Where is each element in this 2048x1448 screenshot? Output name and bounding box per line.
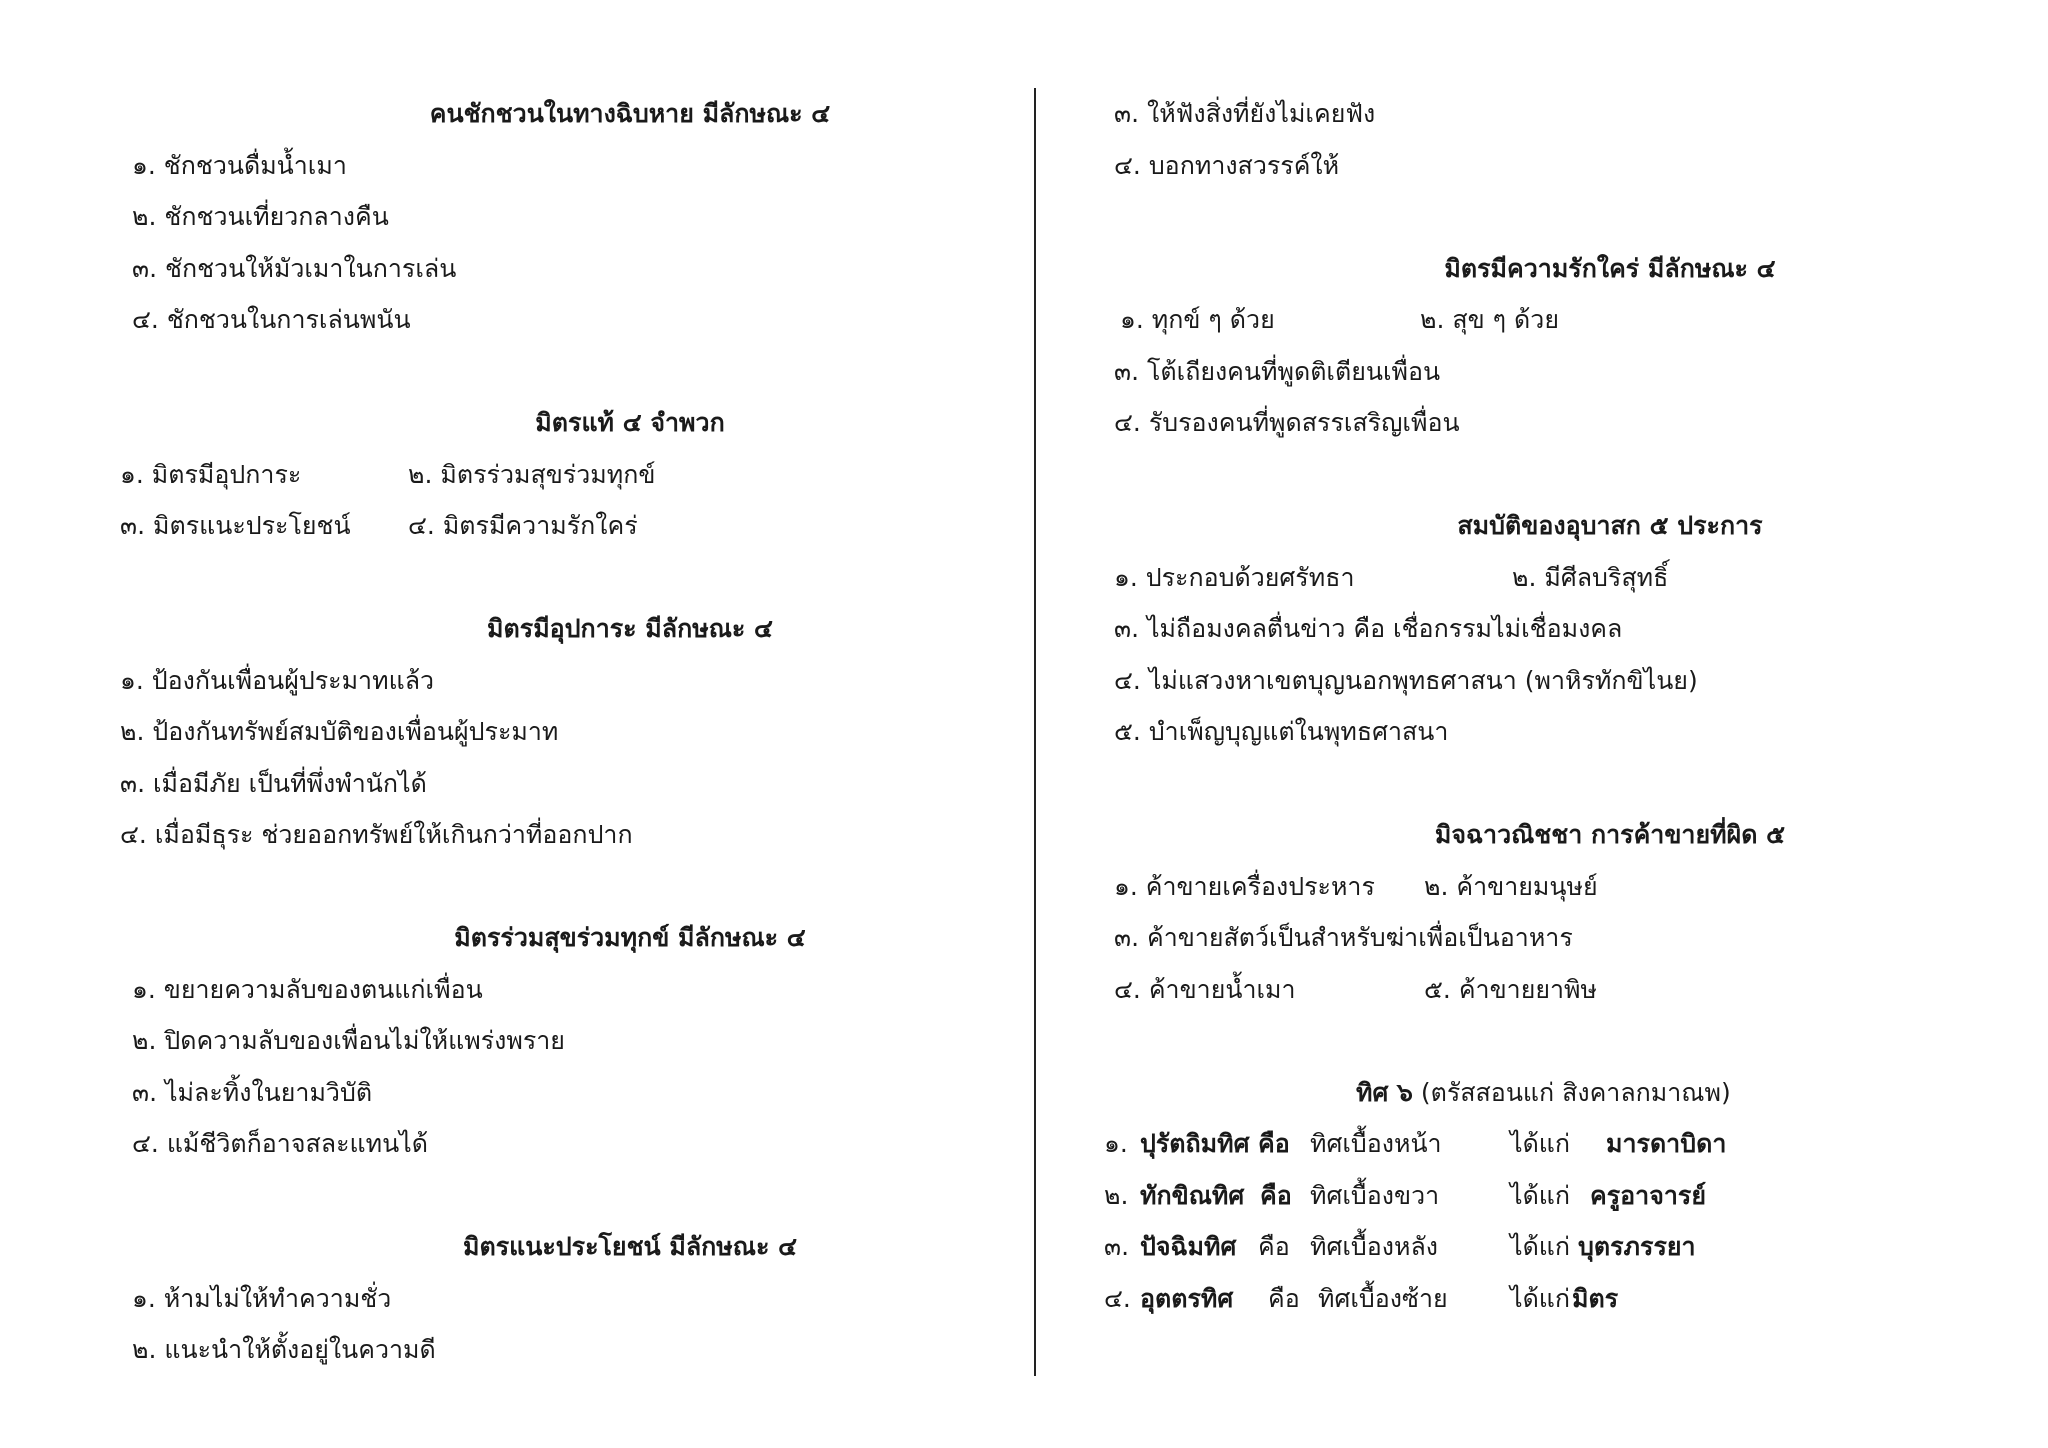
list-item: ๔. เมื่อมีธุระ ช่วยออกทรัพย์ให้เกินกว่าที่ออกปาก bbox=[120, 820, 633, 849]
section-heading: สมบัติของอุบาสก ๕ ประการ bbox=[1457, 511, 1763, 540]
direction-gets: ได้แก่ bbox=[1510, 1283, 1571, 1313]
direction-row bbox=[1100, 1170, 1960, 1222]
left-column bbox=[120, 88, 1020, 1376]
direction-who: มารดาบิดา bbox=[1606, 1129, 1727, 1158]
section-heading: คนชักชวนในทางฉิบหาย มีลักษณะ ๔ bbox=[429, 99, 831, 128]
direction-meaning: ทิศเบื้องหน้า bbox=[1310, 1129, 1442, 1158]
direction-gets: ได้แก่ bbox=[1510, 1129, 1571, 1158]
direction-is: คือ bbox=[1258, 1232, 1290, 1261]
row-number: ๒. bbox=[1104, 1180, 1129, 1210]
direction-is: คือ bbox=[1260, 1180, 1292, 1210]
list-item: ๒. ปิดความลับของเพื่อนไม่ให้แพร่งพราย bbox=[132, 1026, 565, 1055]
list-item: ๑. ป้องกันเพื่อนผู้ประมาทแล้ว bbox=[120, 665, 435, 695]
list-item: ๓. ชักชวนให้มัวเมาในการเล่น bbox=[132, 253, 457, 283]
column-divider bbox=[1034, 88, 1036, 1376]
list-row bbox=[1100, 861, 1960, 913]
direction-who: ครูอาจารย์ bbox=[1590, 1180, 1706, 1210]
list-item: ๒. สุข ๆ ด้วย bbox=[1420, 305, 1559, 334]
list-item: ๑. ชักชวนดื่มน้ำเมา bbox=[132, 150, 347, 180]
section-heading: มิตรร่วมสุขร่วมทุกข์ มีลักษณะ ๔ bbox=[454, 923, 806, 952]
list-item: ๓. ไม่ถือมงคลตื่นข่าว คือ เชื่อกรรมไม่เชื่อมงคล bbox=[1114, 614, 1623, 643]
list-row bbox=[120, 500, 1020, 552]
row-number: ๔. bbox=[1104, 1283, 1131, 1313]
list-item: ๔. ชักชวนในการเล่นพนัน bbox=[132, 305, 411, 334]
direction-who: มิตร bbox=[1572, 1283, 1619, 1313]
direction-is: คือ bbox=[1268, 1283, 1300, 1313]
list-item: ๔. บอกทางสวรรค์ให้ bbox=[1114, 150, 1340, 180]
list-item: ๒. ชักชวนเที่ยวกลางคืน bbox=[132, 202, 389, 231]
list-item: ๑. ห้ามไม่ให้ทำความชั่ว bbox=[132, 1283, 392, 1313]
list-item: ๓. ไม่ละทิ้งในยามวิบัติ bbox=[132, 1077, 373, 1107]
direction-meaning: ทิศเบื้องหลัง bbox=[1310, 1232, 1438, 1261]
direction-name: ปัจฉิมทิศ bbox=[1140, 1232, 1237, 1261]
list-item: ๒. มิตรร่วมสุขร่วมทุกข์ bbox=[408, 459, 656, 489]
section-heading: มิตรมีอุปการะ มีลักษณะ ๔ bbox=[487, 614, 773, 643]
list-item: ๒. ป้องกันทรัพย์สมบัติของเพื่อนผู้ประมาท bbox=[120, 717, 559, 746]
list-item: ๒. มีศีลบริสุทธิ์ bbox=[1512, 562, 1669, 592]
direction-who: บุตรภรรยา bbox=[1578, 1232, 1696, 1261]
right-column bbox=[1100, 88, 1960, 1324]
list-row bbox=[120, 449, 1020, 501]
list-item: ๑. ประกอบด้วยศรัทธา bbox=[1114, 562, 1355, 592]
section-heading: มิตรแนะประโยชน์ มีลักษณะ ๔ bbox=[463, 1232, 797, 1261]
direction-name: ปุรัตถิมทิศ bbox=[1140, 1129, 1250, 1158]
list-row bbox=[1100, 294, 1960, 346]
list-item: ๒. แนะนำให้ตั้งอยู่ในความดี bbox=[132, 1335, 436, 1364]
list-item: ๑. ค้าขายเครื่องประหาร bbox=[1114, 871, 1375, 901]
direction-row bbox=[1100, 1273, 1960, 1325]
list-item: ๕. ค้าขายยาพิษ bbox=[1424, 974, 1597, 1004]
list-item: ๕. บำเพ็ญบุญแต่ในพุทธศาสนา bbox=[1114, 717, 1449, 746]
direction-name: อุตตรทิศ bbox=[1140, 1283, 1234, 1313]
list-item: ๑. ขยายความลับของตนแก่เพื่อน bbox=[132, 974, 483, 1004]
row-number: ๑. bbox=[1104, 1129, 1128, 1158]
section-heading: มิตรมีความรักใคร่ มีลักษณะ ๔ bbox=[1444, 253, 1776, 283]
section-heading: มิตรแท้ ๔ จำพวก bbox=[535, 408, 725, 437]
direction-is: คือ bbox=[1258, 1129, 1290, 1158]
heading-subtitle: (ตรัสสอนแก่ สิงคาลกมาณพ) bbox=[1412, 1077, 1731, 1107]
section-heading: มิจฉาวณิชชา การค้าขายที่ผิด ๕ bbox=[1434, 820, 1786, 849]
direction-row bbox=[1100, 1221, 1960, 1273]
direction-name: ทักขิณทิศ bbox=[1140, 1180, 1245, 1210]
row-number: ๓. bbox=[1104, 1232, 1130, 1261]
direction-gets: ได้แก่ bbox=[1510, 1232, 1571, 1261]
section-heading bbox=[1100, 1067, 1960, 1119]
direction-meaning: ทิศเบื้องซ้าย bbox=[1318, 1283, 1448, 1313]
heading-title: ทิศ ๖ bbox=[1356, 1077, 1413, 1107]
list-row bbox=[1100, 964, 1960, 1016]
list-item: ๓. ค้าขายสัตว์เป็นสำหรับฆ่าเพื่อเป็นอาหาร bbox=[1114, 923, 1573, 952]
list-item: ๒. ค้าขายมนุษย์ bbox=[1424, 871, 1598, 901]
direction-gets: ได้แก่ bbox=[1510, 1180, 1571, 1210]
list-item: ๓. ให้ฟังสิ่งที่ยังไม่เคยฟัง bbox=[1114, 99, 1376, 128]
list-row bbox=[1100, 552, 1960, 604]
list-item: ๔. ไม่แสวงหาเขตบุญนอกพุทธศาสนา (พาหิรทักขิไนย) bbox=[1114, 665, 1698, 695]
list-item: ๔. รับรองคนที่พูดสรรเสริญเพื่อน bbox=[1114, 408, 1460, 437]
list-item: ๑. ทุกข์ ๆ ด้วย bbox=[1120, 305, 1275, 334]
list-item: ๔. มิตรมีความรักใคร่ bbox=[408, 511, 638, 540]
list-item: ๔. แม้ชีวิตก็อาจสละแทนได้ bbox=[132, 1129, 428, 1158]
list-item: ๔. ค้าขายน้ำเมา bbox=[1114, 974, 1296, 1004]
list-item: ๓. เมื่อมีภัย เป็นที่พึ่งพำนักได้ bbox=[120, 768, 427, 798]
direction-meaning: ทิศเบื้องขวา bbox=[1310, 1180, 1440, 1210]
list-item: ๓. มิตรแนะประโยชน์ bbox=[120, 511, 351, 540]
direction-row bbox=[1100, 1118, 1960, 1170]
list-item: ๑. มิตรมีอุปการะ bbox=[120, 459, 302, 489]
list-item: ๓. โต้เถียงคนที่พูดติเตียนเพื่อน bbox=[1114, 356, 1441, 386]
